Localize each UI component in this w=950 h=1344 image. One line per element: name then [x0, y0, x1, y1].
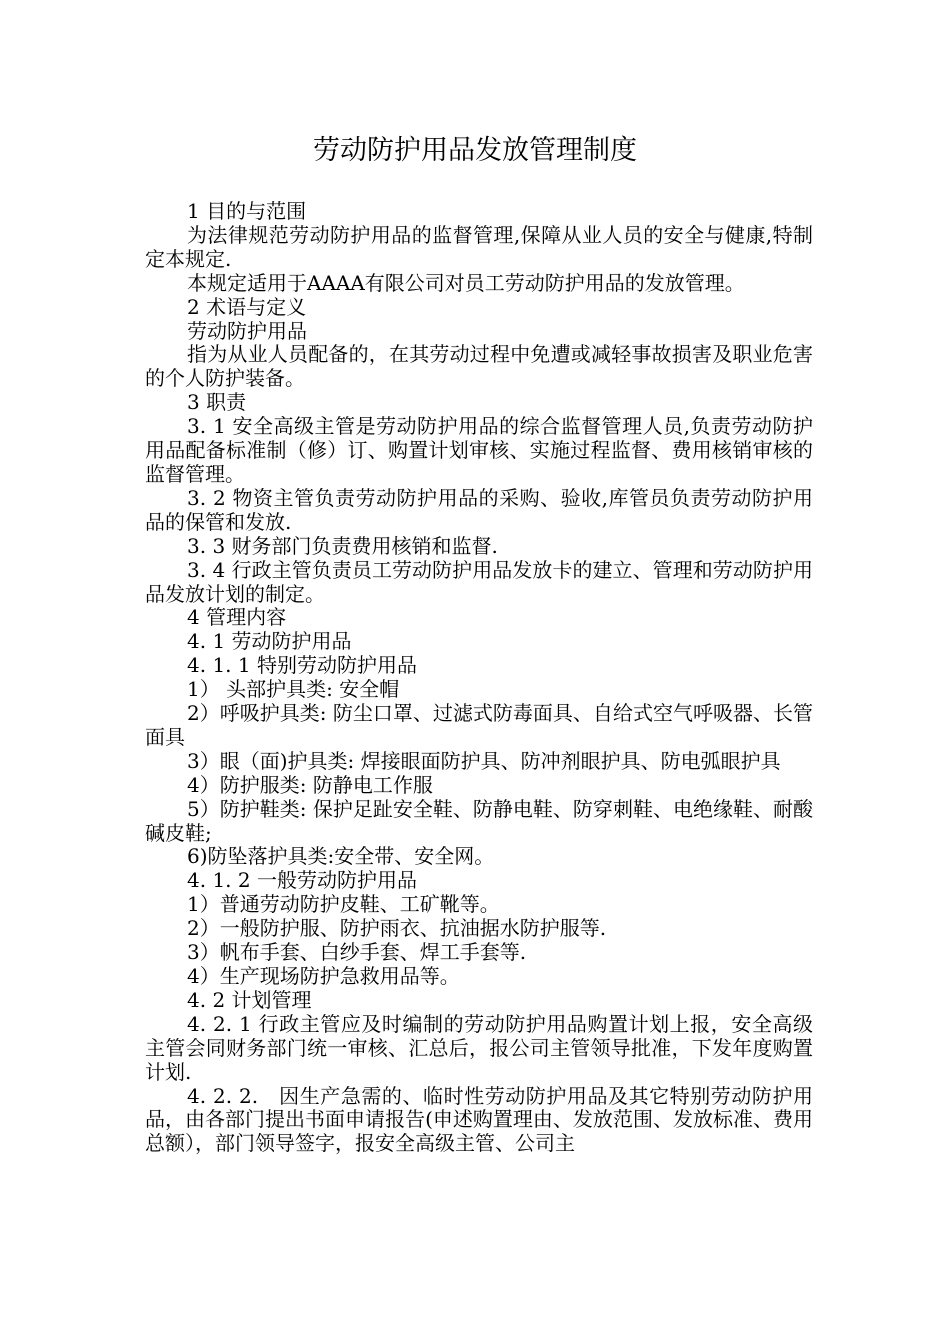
document-title: 劳动防护用品发放管理制度: [313, 135, 637, 166]
clause: 3. 2 物资主管负责劳动防护用品的采购、验收,库管员负责劳动防护用品的保管和发放.: [145, 485, 813, 534]
document-body: [145, 200, 813, 1156]
list-item: 1）普通劳动防护皮鞋、工矿靴等。: [187, 892, 500, 917]
section-heading: 2 术语与定义: [187, 294, 307, 319]
subsection-heading: 4. 2 计划管理: [187, 987, 312, 1012]
list-item: 6)防坠落护具类:安全带、安全网。: [187, 844, 495, 869]
list-item: 5）防护鞋类: 保护足趾安全鞋、防静电鞋、防穿刺鞋、电绝缘鞋、耐酸碱皮鞋;: [145, 796, 813, 845]
subsection-heading: 4. 1 劳动防护用品: [187, 629, 352, 654]
list-item: 4）生产现场防护急救用品等。: [187, 964, 460, 988]
list-item: 1） 头部护具类: 安全帽: [187, 677, 400, 702]
subsection-heading: 4. 1. 1 特别劳动防护用品: [187, 653, 417, 678]
paragraph: 为法律规范劳动防护用品的监督管理,保障从业人员的安全与健康,特制定本规定.: [145, 222, 813, 271]
list-item: 2）呼吸护具类: 防尘口罩、过滤式防毒面具、自给式空气呼吸器、长管面具: [145, 701, 813, 749]
list-item: 3）眼（面)护具类: 焊接眼面防护具、防冲剂眼护具、防电弧眼护具: [187, 748, 781, 773]
clause: 3. 1 安全高级主管是劳动防护用品的综合监督管理人员,负责劳动防护用品配备标准制（修）订、购置计划审核、实施过程监督、费用核销审核的监督管理。: [145, 414, 813, 486]
list-item: 3）帆布手套、白纱手套、焊工手套等.: [187, 940, 527, 965]
list-item: 4）防护服类: 防静电工作服: [187, 772, 433, 797]
clause: 3. 4 行政主管负责员工劳动防护用品发放卡的建立、管理和劳动防护用品发放计划的制定。: [145, 557, 813, 606]
subsection-heading: 4. 1. 2 一般劳动防护用品: [187, 868, 417, 893]
term-heading: 劳动防护用品: [187, 318, 307, 343]
clause: 4. 2. 1 行政主管应及时编制的劳动防护用品购置计划上报，安全高级主管会同财务部门统一审核、汇总后，报公司主管领导批准，下发年度购置计划.: [145, 1011, 813, 1084]
paragraph: 指为从业人员配备的，在其劳动过程中免遭或减轻事故损害及职业危害的个人防护装备。: [145, 342, 813, 391]
clause: 3. 3 财务部门负责费用核销和监督.: [187, 533, 498, 558]
section-heading: 3 职责: [187, 390, 247, 415]
list-item: 2）一般防护服、防护雨衣、抗油据水防护服等.: [187, 916, 607, 941]
section-heading: 1 目的与范围: [187, 199, 307, 223]
section-heading: 4 管理内容: [187, 605, 287, 630]
paragraph: 本规定适用于AAAA有限公司对员工劳动防护用品的发放管理。: [187, 270, 745, 295]
clause: 4. 2. 2. 因生产急需的、临时性劳动防护用品及其它特别劳动防护用品，由各部门提出书面申请报告(申述购置理由、发放范围、发放标准、费用总额），部门领导签字，报安全高级主管、公司主: [145, 1083, 813, 1156]
